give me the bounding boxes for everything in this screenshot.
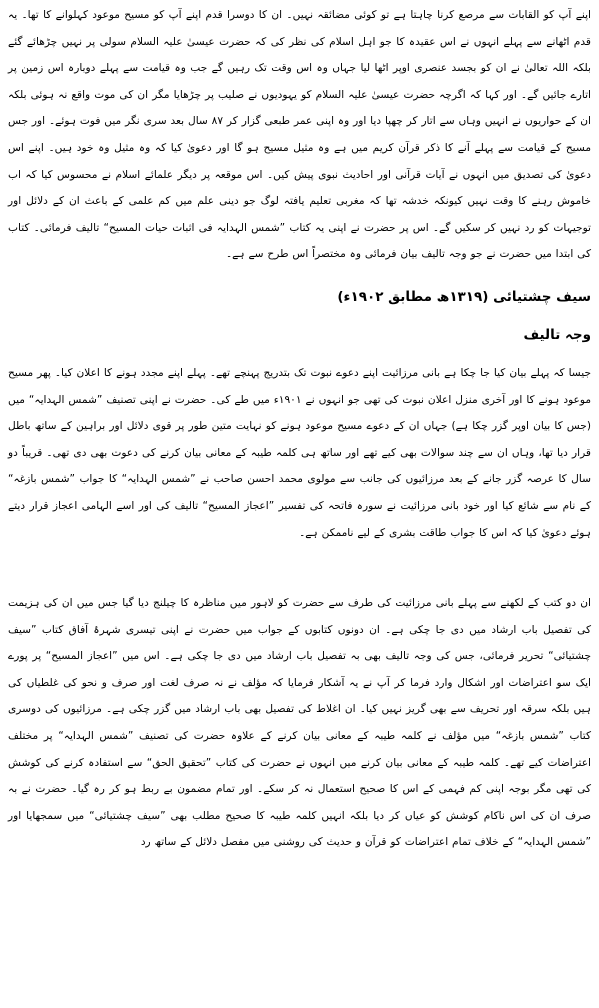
body-paragraph-response: ان دو کتب کے لکھنے سے پہلے بانی مرزائیت کی طرف سے حضرت کو لاہور میں مناظرہ کا چیلنج دیا گیا جس میں ان کی ہزیمت کی تفصیل باب ارشاد میں دی جا چکی ہے۔ ان دونوں کتابوں کے جواب میں حضرت نے اپنی تیسری شہرۂ آفاق کتاب ”سیف چشتیائی“ تحریر فرمائی، جس کی وجہ تالیف بھی بہ تفصیل باب ارشاد میں دی جا چکی ہے۔ اس میں ”اعجاز المسیح“ پر پورے ایک سو اعتراضات اور اشکال وارد فرما کر آپ نے یہ آشکار فرمایا کہ مؤلف نے نہ صرف لغت اور صرف و نحو کی غلطیاں کی ہیں بلکہ سرقہ اور تحریف سے بھی گریز نہیں کیا۔ ان اغلاط کی تفصیل بھی باب ارشاد میں گزر چکی ہے۔ مرزائیوں کی دوسری کتاب ”شمس بازغہ“ میں مؤلف نے کلمہ طیبہ کے معانی بیان کرنے کے علاوہ حضرت کی تصنیف ”شمس الہدایہ“ پر مختلف اعتراضات کیے تھے۔ کلمہ طیبہ کے معانی بیان کرنے میں انہوں نے حضرت کی کتاب ”تحقیق الحق“ سے استفادہ کرنے کی کوشش کی تھی مگر بوجہ اپنی کم فہمی کے اس کا صحیح استعمال نہ کر سکے۔ اور تمام مضمون بے ربط ہو کر رہ گیا۔ حضرت نے بہ صرف ان کی اس ناکام کوشش کو عیاں کر دیا بلکہ انہیں کلمہ طیبہ کا صحیح مطلب بھی ”سیف چشتیائی“ میں سمجھایا اور ”شمس الہدایہ“ کے خلاف تمام اعتراضات کو قرآن و حدیث کی روشنی میں مفصل دلائل کے ساتھ رد [8, 597, 591, 849]
sub-heading-reason-of-writing: وجہ تالیف [523, 326, 591, 343]
body-paragraph-reason: جیسا کہ پہلے بیان کیا جا چکا ہے بانی مرزائیت اپنے دعوے نبوت تک بتدریج پہنچے تھے۔ پہلے اپنے مجدد ہونے کا اعلان کیا۔ پھر مسیح موعود ہونے کا اور آخری منزل اعلان نبوت کی تھی جو انہوں نے ۱۹۰۱ء میں طے کی۔ حضرت نے اپنی تصنیف ”شمس الہدایہ“ میں (جس کا بیان اوپر گزر چکا ہے) جہاں ان کے دعوے مسیح موعود ہونے کو نہایت متین طور پر قوی دلائل اور براہین کے ساتھ باطل قرار دیا تھا، وہاں ان سے چند سوالات بھی کیے تھے اور ساتھ ہی کلمہ طیبہ کے معانی بیان کرنے کی دعوت بھی دی تھی۔ قریباً دو سال کا عرصہ گزر جانے کے بعد مرزائیوں کی جانب سے مولوی محمد احسن صاحب نے ”شمس الہدایہ“ کا جواب ”شمس بازغہ“ کے نام سے شائع کیا اور خود بانی مرزائیت نے سورہ فاتحہ کی تفسیر ”اعجاز المسیح“ تالیف کی اور اسے الہامی اعجاز قرار دیتے ہوئے دعویٰ کیا کہ اس کا جواب طاقت بشری کے لیے ناممکن ہے۔ [8, 366, 592, 539]
body-paragraph-intro: اپنے آپ کو القابات سے مرصع کرنا چاہتا ہے تو کوئی مضائقہ نہیں۔ ان کا دوسرا قدم اپنے آپ کو مسیح موعود کہلوانے کا تھا۔ یہ قدم اٹھانے سے پہلے انہوں نے اس عقیدہ کا جو اہل اسلام کی نظر کی کہ حضرت عیسیٰ علیہ السلام سولی پر نہیں چڑھائے گئے بلکہ اللہ تعالیٰ نے ان کو بجسد عنصری اوپر اٹھا لیا جہاں وہ اس وقت تک رہیں گے جب وہ قیامت سے پہلے دوبارہ اس زمین پر اتارے جائیں گے۔ اور کہا کہ اگرچہ حضرت عیسیٰ علیہ السلام کو یہودیوں نے صلیب پر چڑھایا مگر ان کی موت واقع نہ ہوئی بلکہ ان کے حواریوں نے انہیں وہاں سے اتار کر چھپا دیا اور وہ اپنی عمر طبعی گزار کر ۸۷ سال بعد سری نگر میں فوت ہوئے۔ اور جس مسیح کے قیامت سے پہلے آنے کا ذکر قرآن کریم میں ہے وہ مثیل مسیح ہو گا اور دعویٰ کیا کہ وہ مثیل وہ خود ہیں۔ اپنے اس دعویٰ کی تصدیق میں انہوں نے آیات قرآنی اور احادیث نبوی پیش کیں۔ اس موقعہ پر دیگر علمائے اسلام نے محسوس کیا کہ اب خاموش رہنے کا وقت نہیں کیونکہ خدشہ تھا کہ مغربی تعلیم یافتہ لوگ جو دینی علم میں کم علمی کے باعث ان کے دلائل اور توجیہات کو رد نہیں کر سکیں گے۔ اس پر حضرت نے اپنی یہ کتاب ”شمس الہدایہ فی اثبات حیات المسیح“ تالیف فرمائی۔ کتاب کی ابتدا میں حضرت نے جو وجہ تالیف بیان فرمائی وہ مختصراً اس طرح سے ہے۔ [8, 9, 591, 261]
section-heading-saif-chishtiai: سیف چشتیائی (۱۳۱۹ھ مطابق ۱۹۰۲ء) [337, 288, 591, 305]
